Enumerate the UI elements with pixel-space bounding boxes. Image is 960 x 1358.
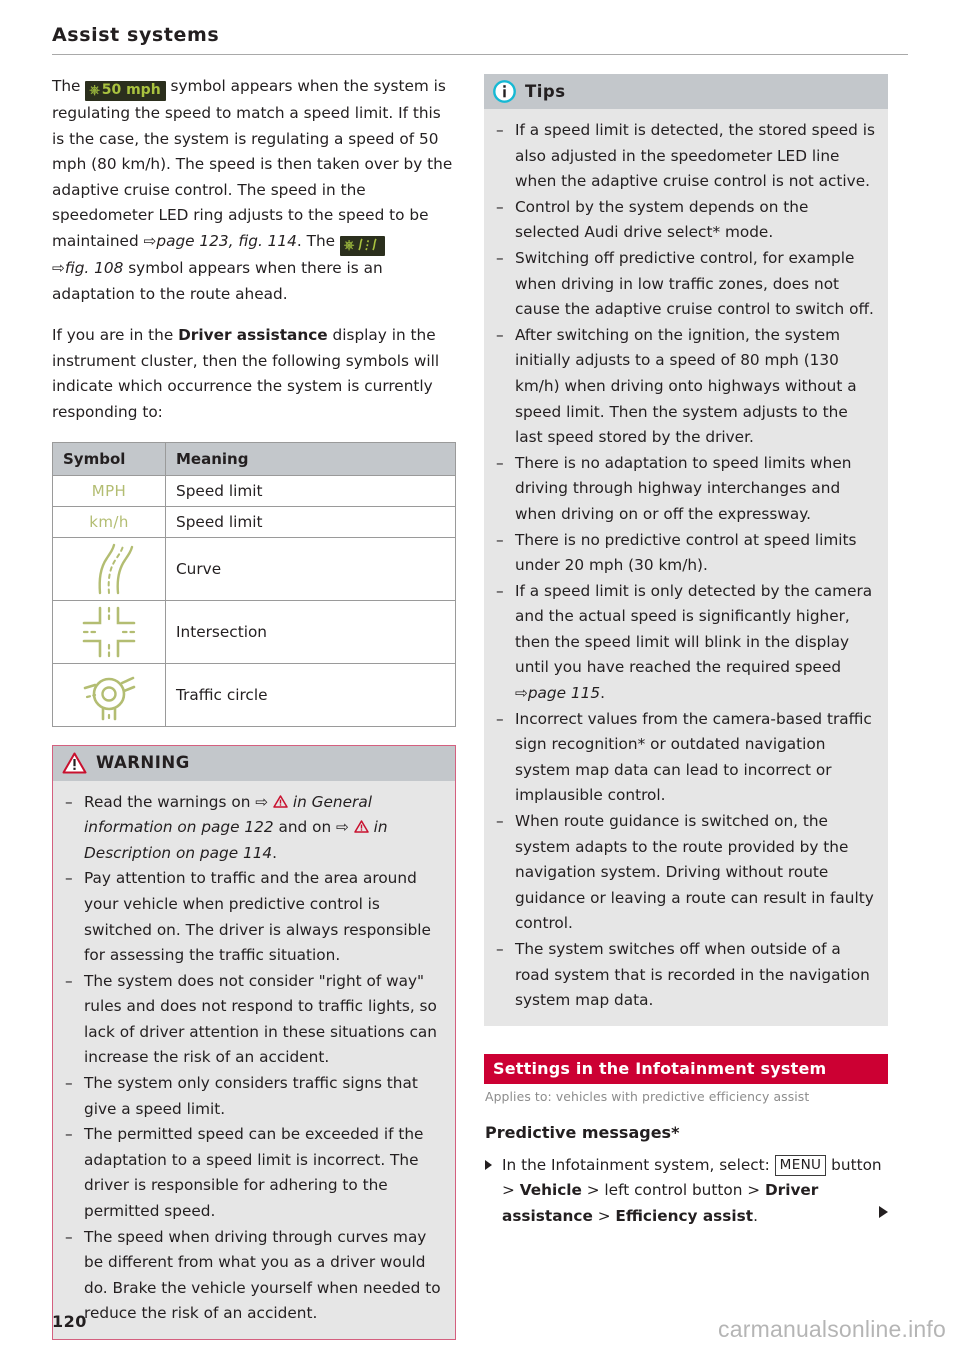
tips-item [496, 118, 876, 195]
para1-reference-2: fig. 108 [64, 258, 124, 277]
kmh-unit-label: km/h [89, 512, 129, 531]
tips-item [496, 451, 876, 528]
winding-road-icon [356, 238, 380, 251]
cruise-control-icon: ⎈ [89, 83, 100, 98]
tips-item [496, 707, 876, 809]
cross-reference-arrow-icon: ⇨ [143, 231, 157, 250]
intersection-icon [80, 605, 138, 659]
cross-reference-arrow-icon: ⇨ [52, 258, 65, 277]
tips-item [496, 809, 876, 937]
list-dash: – [496, 325, 504, 344]
meaning-cell: Traffic circle [166, 663, 456, 726]
tips-item-text: The system switches off when outside of a road system that is recorded in the navigation system map data. [515, 940, 870, 1010]
warn1-plain1: Read the warnings on [84, 792, 256, 811]
list-dash: – [65, 1125, 73, 1144]
curve-road-icon [83, 542, 135, 596]
warning-item [65, 790, 443, 867]
symbol-cell [53, 506, 166, 537]
warn1-plain3: . [272, 843, 278, 862]
page-number: 120 [52, 1312, 87, 1331]
list-dash: – [65, 1227, 73, 1246]
symbol-cell [53, 475, 166, 506]
step-part2: button > [502, 1155, 882, 1200]
step-bold-efficiency-assist: Efficiency assist [615, 1206, 754, 1225]
tips-item [496, 246, 876, 323]
para1-before-badge: The [52, 77, 86, 95]
meaning-cell: Curve [166, 537, 456, 600]
meaning-cell: Speed limit [166, 475, 456, 506]
tips-item-text: There is no adaptation to speed limits when driving through highway interchanges and when driving on or off the expressway. [515, 453, 852, 523]
table-row [53, 537, 456, 600]
list-dash: – [496, 197, 504, 216]
warning-item-text: Pay attention to traffic and the area around your vehicle when predictive control is switched on. The driver is always responsible for assessing the traffic situation. [84, 869, 431, 965]
symbol-cell [53, 537, 166, 600]
para1-reference-1: page 123, fig. 114 [156, 231, 297, 250]
settings-section-heading: Settings in the Infotainment system [484, 1054, 888, 1084]
warning-list [53, 781, 455, 1339]
para2-bold-term: Driver assistance [178, 326, 328, 345]
warning-notice-box [52, 745, 456, 1340]
para1-after-ref1: . The [296, 231, 340, 250]
tips-item-text: Switching off predictive control, for example when driving in low traffic zones, does not cause the adaptive cruise control to switch off. [515, 248, 874, 319]
warn1-italic1: in General information on page 122 [84, 792, 372, 837]
settings-step-item [485, 1153, 888, 1230]
warning-header [53, 746, 455, 781]
para1-after-ref2: symbol appears when there is an adaptation to the route ahead. [52, 258, 383, 303]
warning-triangle-icon [273, 795, 288, 808]
tips-item [496, 195, 876, 246]
tips-item-text: If a speed limit is detected, the stored speed is also adjusted in the speedometer LED line when the adaptive cruise control is not active. [515, 121, 875, 191]
tips-item-text: Control by the system depends on the selected Audi drive select* mode. [515, 197, 809, 242]
cruise-control-icon: ⎈ [343, 237, 355, 253]
warning-item [65, 969, 443, 1071]
warning-item [65, 1071, 443, 1122]
site-watermark: carmanualsonline.info [718, 1316, 946, 1342]
warning-item-text: The permitted speed can be exceeded if the adaptation to a speed limit is incorrect. The driver is responsible for adhering to the permitted speed. [84, 1125, 424, 1221]
left-column [52, 74, 456, 1356]
column-header-meaning: Meaning [166, 442, 456, 475]
warning-item-text: The speed when driving through curves may be different from what you as a driver would do. Brake the vehicle yourself when needed to reduce the risk of an accident. [84, 1227, 441, 1323]
menu-button-key[interactable]: MENU [775, 1155, 827, 1176]
tips7-plain2: . [600, 684, 605, 703]
tips-item-text: There is no predictive control at speed limits under 20 mph (30 km/h). [515, 530, 857, 575]
list-dash: – [496, 453, 504, 472]
settings-steps-list [484, 1153, 888, 1230]
warning-triangle-icon [62, 752, 87, 774]
tips-item-text: Incorrect values from the camera-based traffic sign recognition* or outdated navigation system map data can lead to incorrect or implausible control. [515, 709, 872, 805]
table-row [53, 600, 456, 663]
tips-header [484, 74, 888, 109]
meaning-cell: Intersection [166, 600, 456, 663]
table-row [53, 663, 456, 726]
continuation-arrow-icon [879, 1206, 888, 1218]
speed-limit-cluster-badge [85, 81, 165, 101]
step-bullet-triangle-icon [485, 1160, 492, 1170]
step-part3: > left control button > [581, 1181, 765, 1200]
tips-item [496, 937, 876, 1014]
warning-heading-text: WARNING [96, 753, 190, 773]
list-dash: – [65, 792, 73, 811]
list-dash: – [496, 940, 504, 958]
warning-item [65, 866, 443, 968]
step-bold-vehicle: Vehicle [519, 1181, 582, 1200]
warning-triangle-icon [354, 820, 369, 833]
intro-paragraph-2 [52, 323, 456, 425]
list-dash: – [496, 581, 504, 600]
tips-heading-text: Tips [525, 82, 566, 101]
intro-paragraph-1 [52, 74, 456, 307]
symbol-meaning-table [52, 442, 456, 727]
table-row [53, 475, 456, 506]
list-dash: – [496, 248, 504, 267]
right-column [484, 74, 888, 1230]
list-dash: – [496, 121, 504, 139]
list-dash: – [65, 971, 73, 990]
para2-part1: If you are in the [52, 326, 179, 345]
symbol-cell [53, 600, 166, 663]
speed-badge-text: 50 mph [101, 82, 161, 98]
tips-notice-box [484, 74, 888, 1026]
page-header [52, 24, 908, 55]
list-dash: – [65, 1074, 73, 1093]
tips-item-text: When route guidance is switched on, the system adapts to the route provided by the navigation system. Driving without route guidance or leaving a route can result in faulty control. [515, 812, 874, 933]
info-circle-icon [493, 80, 516, 103]
warn1-italic2: in Description on page 114 [84, 818, 388, 862]
applies-to-note: Applies to: vehicles with predictive efficiency assist [485, 1088, 810, 1104]
warning-item-text: The system does not consider "right of way" rules and does not respond to traffic lights, so lack of driver attention in these situations can increase the risk of an accident. [84, 971, 437, 1067]
mph-unit-label: MPH [91, 481, 127, 500]
para1-after-badge: symbol appears when the system is regulating the speed to match a speed limit. If this is the case, the system is regulating a speed of 50 mph (80 km/h). The speed is then taken over by the adaptive cruise control. The speed in the speedometer LED ring adjusts to the speed to be maintained [52, 77, 453, 250]
column-header-symbol: Symbol [53, 442, 166, 475]
tips-item [496, 323, 876, 451]
warning-item [65, 1122, 443, 1224]
step-bold-driver-assistance: Driver assistance [502, 1181, 819, 1225]
step-part4: > [592, 1206, 616, 1225]
tips-item-text: After switching on the ignition, the system initially adjusts to a speed of 80 mph (130 km/h) when driving onto highways without a speed limit. Then the system adjusts to the last speed stored by the driver. [515, 325, 857, 447]
warning-item-text: The system only considers traffic signs that give a speed limit. [84, 1074, 418, 1118]
page-title: Assist systems [52, 24, 220, 46]
cross-reference-arrow-icon: ⇨ [336, 818, 349, 837]
tips-list [484, 109, 888, 1026]
list-dash: – [65, 869, 73, 888]
warning-item [65, 1225, 443, 1327]
step-part5: . [753, 1206, 758, 1225]
table-row [53, 506, 456, 537]
table-header-row [53, 442, 456, 475]
traffic-circle-icon [80, 668, 138, 722]
route-adaptation-cluster-badge [340, 236, 385, 256]
symbol-cell [53, 663, 166, 726]
header-rule [52, 54, 908, 55]
list-dash: – [496, 709, 504, 728]
tips7-plain1: If a speed limit is only detected by the camera and the actual speed is significantly higher, then the speed limit will blink in the display until you have reached the required speed [515, 581, 873, 677]
predictive-messages-subheading: Predictive messages* [485, 1122, 680, 1142]
step-part1: In the Infotainment system, select: [502, 1155, 775, 1174]
list-dash: – [496, 812, 504, 831]
warn1-plain2: and on [273, 818, 337, 837]
tips7-reference: page 115 [527, 684, 601, 703]
cross-reference-arrow-icon: ⇨ [255, 792, 269, 811]
tips-item [496, 579, 876, 707]
list-dash: – [496, 530, 504, 549]
meaning-cell: Speed limit [166, 506, 456, 537]
para2-part2: display in the instrument cluster, then the following symbols will indicate which occurrence the system is currently responding to: [52, 326, 440, 421]
tips-item [496, 528, 876, 579]
cross-reference-arrow-icon: ⇨ [515, 684, 528, 703]
